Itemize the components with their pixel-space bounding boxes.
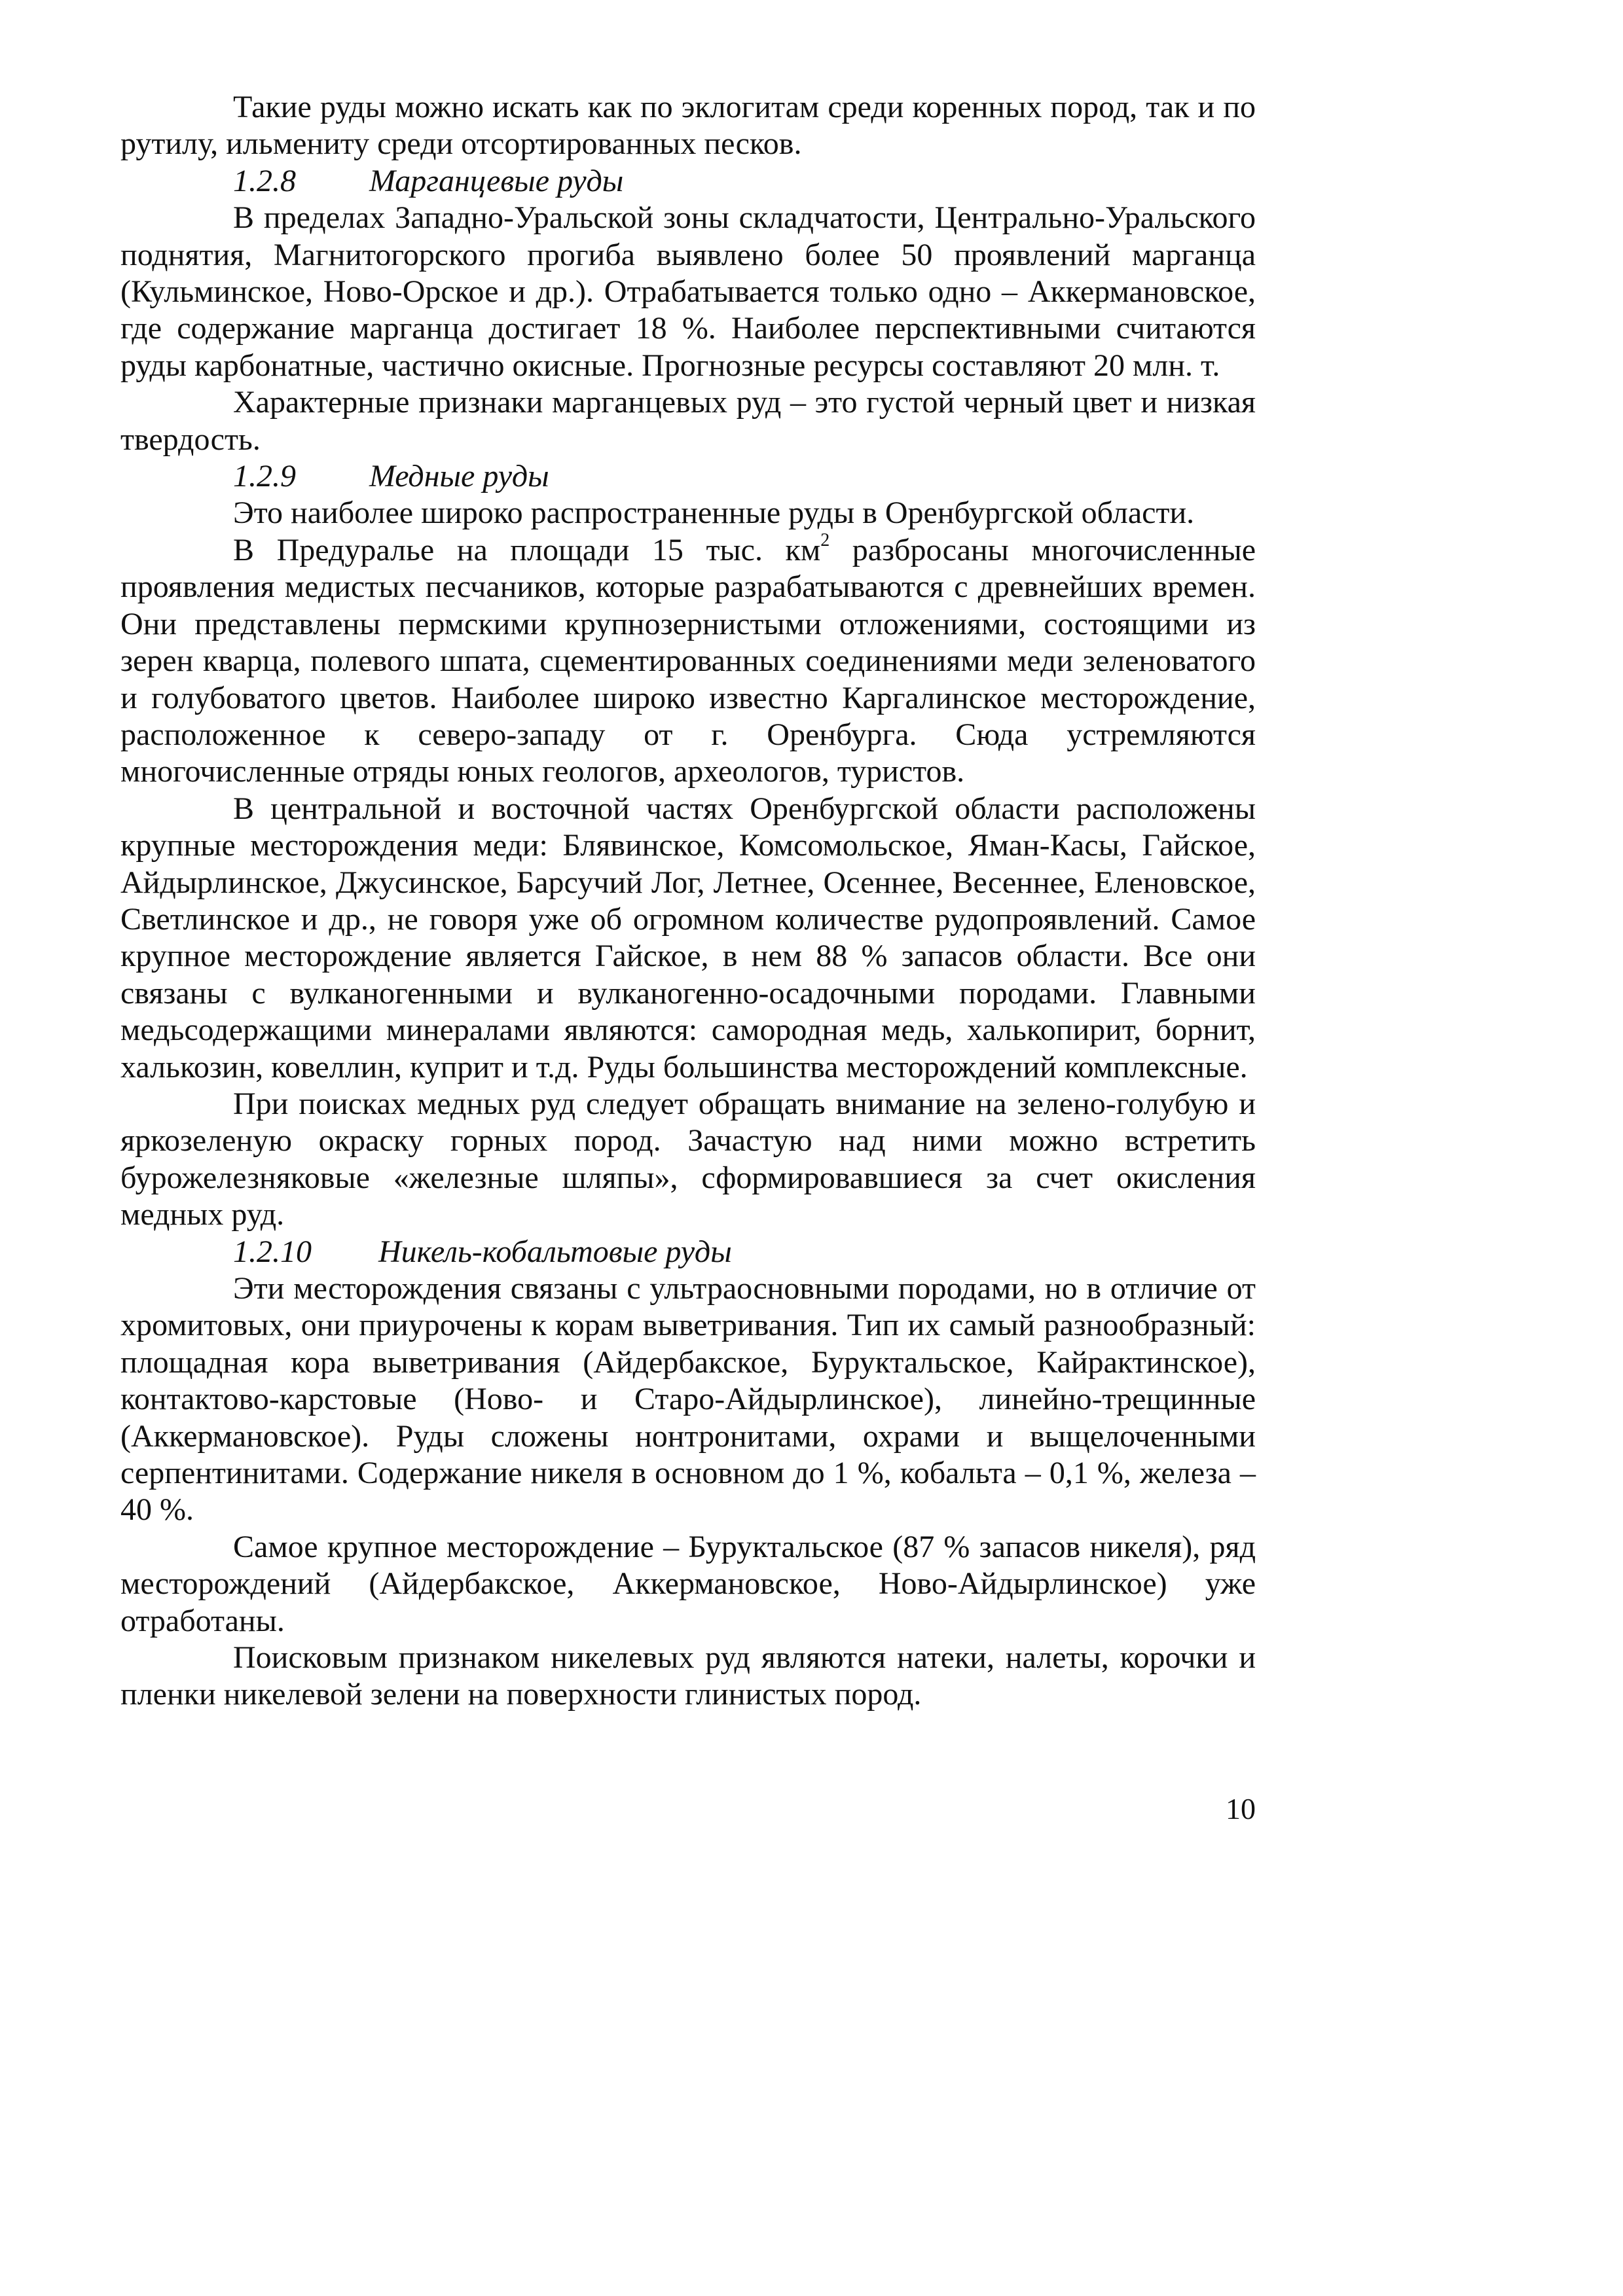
section-number: 1.2.8 (233, 163, 296, 198)
body-text (120, 89, 1256, 1713)
section-heading-manganese (120, 163, 1256, 200)
section-heading-nickel-cobalt (120, 1234, 1256, 1270)
page-number: 10 (1226, 1792, 1256, 1825)
copper-paragraph-3: В центральной и восточной частях Оренбургской области расположены крупные месторождения меди: Блявинское, Комсомольское, Яман-Касы, Гайское, Айдырлинское, Джусинское, Барсучий Лог, Летнее, Осеннее, Весеннее, Еленовское, Светлинское и др., не говоря уже об огромном количестве рудопроявлений. Самое крупное месторождение является Гайское, в нем 88 % запасов области. Все они связаны с вулканогенными и вулканогенно-осадочными породами. Главными медьсодержащими минералами являются: самородная медь, халькопирит, борнит, халькозин, ковеллин, куприт и т.д. Руды большинства месторождений комплексные. (120, 791, 1256, 1085)
section-heading-copper (120, 458, 1256, 495)
manganese-paragraph-2: Характерные признаки марганцевых руд – это густой черный цвет и низкая твердость. (120, 385, 1256, 457)
copper-paragraph-2 (120, 529, 1256, 791)
copper-paragraph-2-rest: разбросаны многочисленные проявления медистых песчаников, которые разрабатываются с древнейших времен. Они представлены пермскими крупнозернистыми отложениями, состоящими из зерен кварца, полевого шпата, сцементированных соединениями меди зеленоватого и голубоватого цветов. Наиболее широко известно Каргалинское месторождение, расположенное к северо-западу от г. Оренбурга. Сюда устремляются многочисленные отряды юных геологов, археологов, туристов. (120, 532, 1256, 789)
section-number: 1.2.9 (233, 459, 296, 494)
superscript-squared: 2 (820, 529, 830, 550)
intro-paragraph: Такие руды можно искать как по эклогитам среди коренных пород, так и по рутилу, ильмениту среди отсортированных песков. (120, 90, 1256, 162)
nickel-paragraph-2: Самое крупное месторождение – Буруктальское (87 % запасов никеля), ряд месторождений (Айдербакское, Аккермановское, Ново-Айдырлинское) уже отработаны. (120, 1529, 1256, 1638)
nickel-paragraph-3: Поисковым признаком никелевых руд являются натеки, налеты, корочки и пленки никелевой зелени на поверхности глинистых пород. (120, 1640, 1256, 1712)
section-title: Марганцевые руды (369, 163, 624, 198)
section-title: Медные руды (369, 459, 549, 494)
copper-paragraph-1: Это наиболее широко распространенные руды в Оренбургской области. (233, 495, 1195, 531)
copper-paragraph-2-start: В Предуралье на площади 15 тыс. км (233, 532, 821, 567)
nickel-paragraph-1: Эти месторождения связаны с ультраосновными породами, но в отличие от хромитовых, они приурочены к корам выветривания. Тип их самый разнообразный: площадная кора выветривания (Айдербакское, Буруктальское, Кайрактинское), контактово-карстовые (Ново- и Старо-Айдырлинское), линейно-трещинные (Аккермановское). Руды сложены нонтронитами, охрами и выщелоченными серпентинитами. Содержание никеля в основном до 1 %, кобальта – 0,1 %, железа – 40 %. (120, 1271, 1256, 1528)
manganese-paragraph-1: В пределах Западно-Уральской зоны складчатости, Центрально-Уральского поднятия, Магнитогорского прогиба выявлено более 50 проявлений марганца (Кульминское, Ново-Орское и др.). Отрабатывается только одно – Аккермановское, где содержание марганца достигает 18 %. Наиболее перспективными считаются руды карбонатные, частично окисные. Прогнозные ресурсы составляют 20 млн. т. (120, 200, 1256, 383)
section-title: Никель-кобальтовые руды (378, 1234, 732, 1269)
section-number: 1.2.10 (233, 1234, 312, 1269)
copper-paragraph-4: При поисках медных руд следует обращать внимание на зелено-голубую и яркозеленую окраску горных пород. Зачастую над ними можно встретить бурожелезняковые «железные шляпы», сформировавшиеся за счет окисления медных руд. (120, 1086, 1256, 1232)
